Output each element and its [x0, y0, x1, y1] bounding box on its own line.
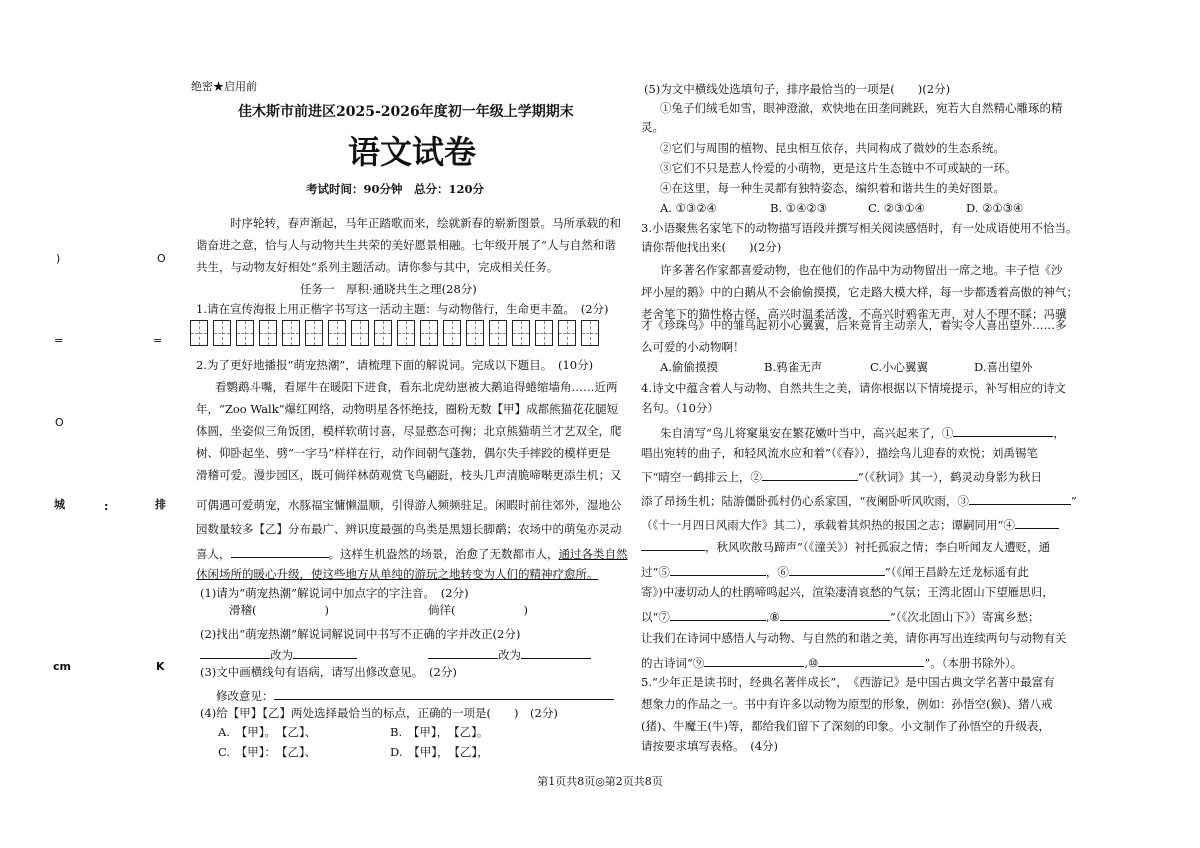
- pinyin-word: 滑稽(: [229, 603, 257, 617]
- grid-cell[interactable]: [420, 320, 438, 346]
- answer-blank[interactable]: [704, 654, 804, 667]
- pinyin-item: [229, 603, 329, 618]
- wrong-char-blank[interactable]: [200, 646, 270, 659]
- question-5: (猪)、牛魔王(牛)等，都给我们留下了深刻的印象。小文制作了孙悟空的升级表，: [641, 719, 1050, 733]
- passage-line: 树、仰卧起坐、劈“一字马”样样在行，动作间朝气蓬勃，偶尔失手摔跤的模样更是: [196, 446, 611, 460]
- grid-cell[interactable]: [489, 320, 507, 346]
- grid-cell[interactable]: [282, 320, 300, 346]
- passage-text: 喜人，: [196, 547, 231, 561]
- fill-line: [641, 608, 1040, 625]
- grid-cell[interactable]: [351, 320, 369, 346]
- exam-title: 佳木斯市前进区2025-2026年度初一年级上学期期末: [238, 104, 574, 120]
- wrong-char-blank[interactable]: [428, 646, 498, 659]
- revision-label: 修改意见：: [216, 689, 274, 703]
- paren: ): [523, 603, 528, 617]
- sentence-option: ①兔子们绒毛如雪，眼神澄澈，欢快地在田垄间跳跃，宛若大自然精心雕琢的精: [660, 101, 1063, 115]
- question-5: 5.“少年正是读书时，经典名著伴成长”， 《西游记》是中国古典文学名著中最富有: [641, 675, 1055, 689]
- answer-blank[interactable]: [780, 608, 890, 621]
- fill-text: ,⑧: [765, 610, 780, 624]
- fill-line: [641, 516, 1059, 533]
- intro-line: 时序轮转，春声渐起，马年正踏歌而来，绘就新春的崭新图景。马所承载的和: [230, 216, 621, 230]
- grid-cell[interactable]: [443, 320, 461, 346]
- sentence-option: ③它们不只是惹人怜爱的小萌物，更是这片生态链中不可或缺的一环。: [660, 161, 1017, 175]
- grid-cell[interactable]: [581, 320, 599, 346]
- answer-blank[interactable]: [818, 654, 924, 667]
- subject-title: 语文试卷: [348, 133, 477, 171]
- fill-text: ”（《闻王昌龄左迁龙标遥有此: [884, 565, 1029, 579]
- fill-text: （《十一月四日风雨大作》其二），承载着其炽热的报国之志；谭嗣同用“④: [641, 518, 1015, 532]
- intro-line: 共生，与动物友好相处”系列主题活动。请你参与其中，完成相关任务。: [196, 260, 559, 274]
- binding-mark: =: [153, 334, 163, 347]
- passage-line: 坪小屋的鹅》中的白鹅从不会偷偷摸摸，它走路大模大样，每一步都透着高傲的神气；: [641, 285, 1078, 299]
- option-a[interactable]: A. 【甲】。 【乙】、: [218, 725, 317, 739]
- correction-label: 改为: [498, 648, 521, 662]
- revision-blank[interactable]: [274, 687, 614, 700]
- grid-cell[interactable]: [236, 320, 254, 346]
- fill-text: ，秋风吹散马蹄声”（《潼关》）衬托孤寂之情；李白听闻友人遭贬，通: [705, 540, 1051, 554]
- question-5: 想象力的作品之一。书中有许多以动物为原型的形象，例如：孙悟空(猴)、猪八戒: [641, 697, 1053, 711]
- sub-question-3: (3)文中画横线句有语病，请写出修改意见。 (2分): [200, 665, 457, 679]
- fill-line: [641, 654, 1022, 671]
- option-c[interactable]: C. ②③①④: [868, 201, 925, 215]
- question-1: 1.请在宣传海报上用正楷字书写这一活动主题：与动物偕行，生命更丰盈。 (2分): [196, 302, 609, 316]
- fill-line: [641, 538, 1050, 555]
- pinyin-item: [428, 603, 528, 618]
- grid-cell[interactable]: [397, 320, 415, 346]
- binding-label-city: 城: [54, 498, 65, 511]
- grid-cell[interactable]: [466, 320, 484, 346]
- page-footer: 第1页共8页◎第2页共8页: [537, 775, 663, 788]
- passage-text: 。这样生机盎然的场景，治愈了无数都市人，: [328, 547, 559, 561]
- exam-info: 考试时间：90分钟 总分：120分: [306, 182, 485, 196]
- passage-line: 么可爱的小动物啊！: [641, 340, 745, 354]
- fill-text: ，: [1053, 426, 1065, 440]
- grid-cell[interactable]: [213, 320, 231, 346]
- passage-line: 可偶遇可爱萌宠，水豚福宝慵懒温顺，引得游人频频驻足。闲暇时前往郊外，湿地公: [196, 498, 622, 512]
- binding-label-row: 排: [155, 498, 166, 511]
- passage-line: 看鹦鹉斗嘴，看犀牛在暖阳下进食，看东北虎幼崽被大鹅追得蜷缩墙角……近两: [215, 380, 618, 394]
- fill-line: [641, 563, 1029, 580]
- option-d[interactable]: D.喜出望外: [974, 360, 1033, 374]
- option-a[interactable]: A. ①③②④: [660, 201, 717, 215]
- question-2: 2.为了更好地播报“萌宠热潮”，请梳理下面的解说词。完成以下题目。 (10分): [196, 358, 594, 372]
- answer-blank[interactable]: [789, 563, 885, 576]
- fill-text: 的古诗词“⑨: [641, 656, 705, 670]
- grid-cell[interactable]: [558, 320, 576, 346]
- fill-text: 添了昂扬生机；陆游僵卧孤村仍心系家国，“夜阑卧听风吹雨，③: [641, 494, 969, 508]
- option-a[interactable]: A.偷偷摸摸: [660, 360, 718, 374]
- fill-text: ”（《次北固山下》）寄寓乡愁；: [889, 610, 1040, 624]
- answer-blank[interactable]: [670, 563, 766, 576]
- sub-question-4: (4)给【甲】【乙】两处选择最恰当的标点，正确的一项是( ) (2分): [200, 706, 558, 720]
- passage-line: 才《珍珠鸟》中的雏鸟起初小心翼翼，后来竟肯主动亲人，着实令人喜出望外……多: [641, 318, 1067, 332]
- sub-question-1: (1)请为“萌宠热潮”解说词中加点字的字注音。 (2分): [200, 586, 469, 600]
- grid-cell[interactable]: [190, 320, 208, 346]
- writing-grid[interactable]: [190, 320, 610, 346]
- pinyin-word: 倘徉(: [428, 603, 456, 617]
- passage-line: 老舍笔下的猫性格古怪，高兴时温柔活泼，不高兴时鸦雀无声，对人不理不睬；冯骥: [641, 307, 1067, 321]
- binding-mark: K: [156, 660, 165, 673]
- binding-mark: cm: [53, 660, 71, 673]
- question-5: 请按要求填写表格。 (4分): [641, 739, 779, 753]
- correction-label: 改为: [270, 648, 293, 662]
- fill-text: ”。（本册书除外）。: [924, 656, 1023, 670]
- correct-char-blank[interactable]: [521, 646, 591, 659]
- underlined-sentence: 通过各类自然: [558, 547, 628, 561]
- fill-line: [660, 424, 1065, 441]
- intro-line: 谐奋进之意，恰与人与动物共生共荣的美好愿景相融。七年级开展了“人与自然和谐: [196, 238, 616, 252]
- option-c[interactable]: C. 【甲】： 【乙】、: [218, 745, 317, 759]
- question-4: 名句。（10分）: [641, 401, 719, 415]
- revision-row: [216, 687, 614, 704]
- sentence-option: 灵。: [641, 120, 664, 134]
- sentence-option: ④在这里，每一种生灵都有独特姿态，编织着和谐共生的美好图景。: [660, 181, 1005, 195]
- secret-mark: 绝密★启用前: [191, 80, 257, 93]
- fill-line: [641, 492, 1077, 509]
- answer-blank[interactable]: [969, 492, 1071, 505]
- option-b[interactable]: B. 【甲】， 【乙】。: [390, 725, 489, 739]
- option-b[interactable]: B.鸦雀无声: [764, 360, 823, 374]
- fill-text: 以“⑦: [641, 610, 670, 624]
- fill-text: ，⑥: [765, 565, 789, 579]
- binding-paren: ): [56, 252, 61, 265]
- passage-line: 园数量较多【乙】分布最广、辨识度最强的鸟类是黑翅长脚鹬；农场中的萌兔亦灵动: [196, 522, 622, 536]
- fill-line: [641, 468, 1042, 485]
- fill-text: ,⑩: [804, 656, 819, 670]
- correction-row: [200, 646, 357, 663]
- fill-text: ”（《秋词》其一），鹤灵动身影为秋日: [857, 470, 1043, 484]
- binding-mark: :: [104, 500, 109, 513]
- fill-text: 朱自清写“鸟儿将窠巢安在繁花嫩叶当中，高兴起来了，①: [660, 426, 954, 440]
- answer-blank[interactable]: [1015, 516, 1059, 529]
- passage-line: 体圆，坐姿似三角饭团，模样软萌讨喜，尽显憨态可掬；北京熊猫萌兰才艺双全，爬: [196, 424, 622, 438]
- fill-text: ”: [1070, 494, 1077, 508]
- question-4: 4.诗文中蕴含着人与动物、自然共生之美，请你根据以下情境提示，补写相应的诗文: [641, 381, 1066, 395]
- fill-line: 寄》)中凄切动人的杜鹃啼鸣起兴，渲染凄清哀愁的气氛；王湾北固山下望雁思归，: [641, 585, 1054, 599]
- answer-blank[interactable]: [762, 468, 858, 481]
- fill-text: 下“晴空一鹤排云上，②: [641, 470, 762, 484]
- sub-question-5: (5)为文中横线处选填句子，排序最恰当的一项是( )(2分): [644, 82, 951, 96]
- fill-line: 唱出宛转的曲子，和轻风流水应和着”（《春》），描绘鸟儿迎春的欢悦；刘禹锡笔: [641, 446, 1038, 460]
- correct-char-blank[interactable]: [293, 646, 357, 659]
- binding-circle: O: [157, 252, 166, 265]
- grid-cell[interactable]: [328, 320, 346, 346]
- option-d[interactable]: D. 【甲】， 【乙】，: [390, 745, 489, 759]
- question-3: 3.小语聚焦名家笔下的动物描写语段并撰写相关阅读感悟时，有一处成语使用不恰当。: [641, 221, 1078, 235]
- grid-cell[interactable]: [535, 320, 553, 346]
- fill-text: 过“⑤: [641, 565, 670, 579]
- option-d[interactable]: D. ②①③④: [966, 201, 1024, 215]
- answer-blank[interactable]: [670, 608, 766, 621]
- grid-cell[interactable]: [259, 320, 277, 346]
- binding-circle: O: [55, 416, 64, 429]
- option-b[interactable]: B. ①④②③: [770, 201, 828, 215]
- passage-line: [196, 545, 628, 562]
- grid-cell[interactable]: [374, 320, 392, 346]
- answer-blank[interactable]: [641, 538, 705, 551]
- sentence-option: ②它们与周围的植物、昆虫相互依存，共同构成了微妙的生态系统。: [660, 141, 1005, 155]
- underlined-sentence: 休闲场所的暖心升级，使这些地方从单纯的游玩之地转变为人们的精神疗愈所。: [196, 567, 599, 581]
- passage-line: 年，“Zoo Walk”爆红网络，动物明星各怀绝技，圈粉无数【甲】成都熊猫花花腿短: [196, 402, 619, 416]
- passage-line: 滑稽可爱。漫步园区，既可倘徉林荫观赏飞鸟翩跹，枝头几声清脆啼啭更添生机；又: [196, 468, 622, 482]
- answer-blank[interactable]: [953, 424, 1053, 437]
- correction-row: [428, 646, 591, 663]
- grid-cell[interactable]: [512, 320, 530, 346]
- answer-blank[interactable]: [231, 545, 329, 558]
- paren: ): [324, 603, 329, 617]
- question-3: 请你帮他找出来( )(2分): [641, 240, 782, 254]
- grid-cell[interactable]: [305, 320, 323, 346]
- binding-mark: =: [54, 334, 64, 347]
- task-heading: 任务一 厚积·通晓共生之理(28分): [300, 282, 477, 296]
- fill-line: 让我们在诗词中感悟人与动物、与自然的和谐之美，请你再写出连续两句与动物有关: [641, 631, 1067, 645]
- passage-line: 许多著名作家都喜爱动物，也在他们的作品中为动物留出一席之地。丰子恺《沙: [660, 263, 1063, 277]
- option-c[interactable]: C.小心翼翼: [870, 360, 929, 374]
- sub-question-2: (2)找出“萌宠热潮”解说词解说词中书写不正确的字并改正(2分): [200, 627, 521, 641]
